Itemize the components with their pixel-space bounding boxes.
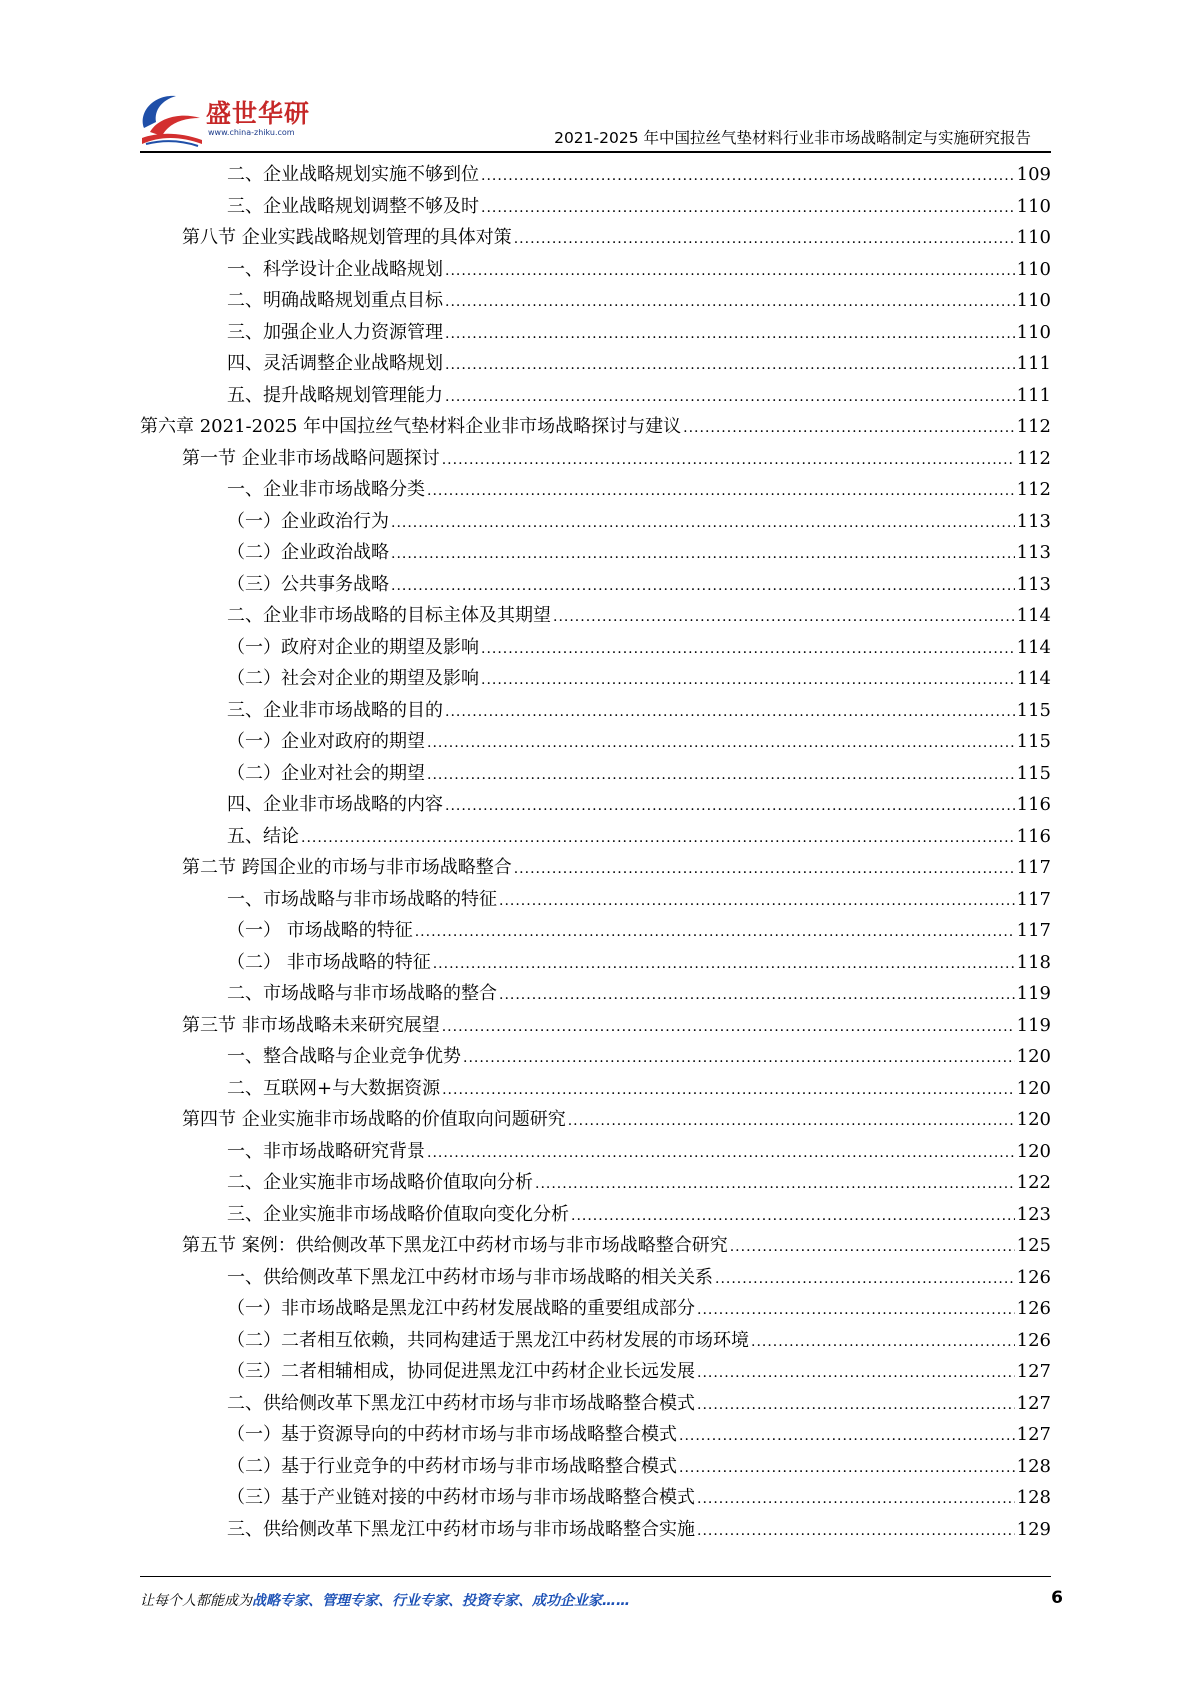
toc-entry-page: 120 (1016, 1140, 1051, 1162)
toc-entry-title: 一、企业非市场战略分类 (227, 479, 425, 500)
toc-leader-dots (427, 760, 1015, 792)
toc-entry-page: 120 (1016, 1109, 1051, 1130)
toc-leader-dots (683, 413, 1015, 445)
toc-entry-page: 113 (1016, 542, 1051, 563)
toc-leader-dots (301, 823, 1015, 855)
toc-entry[interactable] (140, 569, 1051, 601)
toc-leader-dots (697, 1484, 1015, 1516)
toc-entry-title: （二）企业对社会的期望 (227, 762, 425, 784)
toc-entry-page: 125 (1016, 1235, 1051, 1256)
toc-leader-dots (391, 539, 1015, 571)
toc-entry-page: 111 (1016, 353, 1051, 374)
toc-entry-page: 110 (1016, 227, 1051, 248)
toc-leader-dots (445, 791, 1015, 823)
footer-slogan-tail: 战略专家、管理专家、行业专家、投资专家、成功企业家…… (252, 1593, 630, 1609)
page-header (0, 0, 1191, 160)
toc-entry[interactable] (140, 758, 1051, 790)
toc-entry-title: （一）基于资源导向的中药材市场与非市场战略整合模式 (227, 1424, 677, 1445)
toc-entry-page: 117 (1016, 920, 1051, 941)
toc-entry-title: （一）政府对企业的期望及影响 (227, 636, 479, 658)
toc-entry-title: 二、明确战略规划重点目标 (227, 290, 443, 311)
toc-entry-title: 一、非市场战略研究背景 (227, 1140, 425, 1162)
toc-entry-page: 111 (1016, 384, 1051, 406)
toc-entry-page: 110 (1016, 258, 1051, 280)
toc-entry[interactable] (140, 380, 1051, 412)
toc-entry-page: 126 (1016, 1266, 1051, 1288)
toc-entry[interactable] (140, 411, 1051, 443)
toc-entry-page: 126 (1016, 1329, 1051, 1351)
toc-entry-page: 116 (1016, 794, 1051, 815)
toc-entry[interactable] (140, 789, 1051, 821)
footer-slogan (140, 1590, 1051, 1610)
toc-entry[interactable] (140, 632, 1051, 664)
toc-leader-dots (481, 634, 1015, 666)
toc-leader-dots (391, 571, 1015, 603)
toc-entry-title: 二、企业战略规划实施不够到位 (227, 164, 479, 185)
toc-entry-title: 四、企业非市场战略的内容 (227, 794, 443, 815)
toc-entry-page: 127 (1016, 1392, 1051, 1414)
toc-entry[interactable] (140, 1104, 1051, 1136)
page-number: 6 (1051, 1588, 1063, 1608)
toc-entry-title: （三）公共事务战略 (227, 573, 389, 595)
toc-entry[interactable] (140, 915, 1051, 947)
toc-entry-page: 126 (1016, 1298, 1051, 1319)
toc-leader-dots (415, 917, 1015, 949)
toc-entry[interactable] (140, 978, 1051, 1010)
toc-entry-page: 120 (1016, 1077, 1051, 1099)
toc-entry[interactable] (140, 317, 1051, 349)
brand-name: 盛世华研 (206, 99, 311, 128)
toc-entry-page: 128 (1016, 1455, 1051, 1477)
toc-leader-dots (391, 508, 1015, 540)
toc-entry-title: 三、企业非市场战略的目的 (227, 699, 443, 721)
toc-leader-dots (697, 1516, 1015, 1548)
toc-entry[interactable] (140, 1482, 1051, 1514)
toc-entry[interactable] (140, 537, 1051, 569)
toc-entry[interactable] (140, 474, 1051, 506)
toc-entry-page: 110 (1016, 290, 1051, 311)
toc-entry-title: （三）基于产业链对接的中药材市场与非市场战略整合模式 (227, 1487, 695, 1508)
toc-entry-title: 第八节 企业实践战略规划管理的具体对策 (182, 227, 512, 248)
toc-entry-page: 113 (1016, 573, 1051, 595)
toc-entry-title: 五、结论 (227, 825, 299, 847)
toc-entry-page: 128 (1016, 1487, 1051, 1508)
toc-entry-title: 三、企业战略规划调整不够及时 (227, 195, 479, 217)
toc-leader-dots (679, 1421, 1015, 1453)
toc-entry-title: （二）企业政治战略 (227, 542, 389, 563)
toc-entry[interactable] (140, 600, 1051, 632)
toc-leader-dots (499, 980, 1015, 1012)
toc-entry-title: （二）社会对企业的期望及影响 (227, 668, 479, 689)
toc-entry-page: 115 (1016, 731, 1051, 752)
toc-entry-page: 119 (1016, 1014, 1051, 1036)
toc-entry[interactable] (140, 348, 1051, 380)
toc-entry[interactable] (140, 821, 1051, 853)
toc-leader-dots (697, 1358, 1015, 1390)
toc-leader-dots (427, 1138, 1015, 1170)
toc-leader-dots (730, 1232, 1015, 1264)
toc-entry-page: 116 (1016, 825, 1051, 847)
toc-leader-dots (463, 1043, 1015, 1075)
toc-entry-page: 114 (1016, 636, 1051, 658)
toc-entry[interactable] (140, 726, 1051, 758)
toc-leader-dots (571, 1201, 1015, 1233)
toc-entry[interactable] (140, 1293, 1051, 1325)
toc-entry-page: 123 (1016, 1203, 1051, 1225)
toc-entry-page: 115 (1016, 762, 1051, 784)
toc-entry[interactable] (140, 663, 1051, 695)
toc-entry[interactable] (140, 947, 1051, 979)
brand-url: www.china-zhiku.com (208, 128, 295, 137)
toc-entry-page: 118 (1016, 951, 1051, 973)
toc-entry-title: 五、提升战略规划管理能力 (227, 384, 443, 406)
toc-entry-page: 112 (1016, 447, 1051, 469)
toc-entry-page: 110 (1016, 195, 1051, 217)
toc-leader-dots (445, 256, 1015, 288)
toc-entry-page: 117 (1016, 888, 1051, 910)
toc-entry-title: 一、科学设计企业战略规划 (227, 258, 443, 280)
toc-leader-dots (442, 1075, 1015, 1107)
toc-leader-dots (697, 1390, 1015, 1422)
toc-leader-dots (481, 193, 1015, 225)
toc-entry-page: 110 (1016, 321, 1051, 343)
toc-entry-title: （一）企业政治行为 (227, 510, 389, 532)
toc-entry[interactable] (140, 1388, 1051, 1420)
toc-entry-title: 一、整合战略与企业竞争优势 (227, 1046, 461, 1067)
toc-leader-dots (514, 224, 1015, 256)
toc-entry[interactable] (140, 191, 1051, 223)
toc-leader-dots (433, 949, 1015, 981)
toc-entry[interactable] (140, 1167, 1051, 1199)
toc-entry-page: 112 (1016, 479, 1051, 500)
toc-entry[interactable] (140, 443, 1051, 475)
toc-entry[interactable] (140, 1199, 1051, 1231)
toc-leader-dots (442, 1012, 1015, 1044)
table-of-contents (140, 159, 1051, 1545)
toc-entry[interactable] (140, 254, 1051, 286)
toc-entry-page: 115 (1016, 699, 1051, 721)
toc-entry-title: 第三节 非市场战略未来研究展望 (182, 1014, 440, 1036)
toc-leader-dots (697, 1295, 1015, 1327)
toc-entry[interactable] (140, 1262, 1051, 1294)
toc-entry-title: 四、灵活调整企业战略规划 (227, 353, 443, 374)
toc-entry[interactable] (140, 222, 1051, 254)
toc-entry[interactable] (140, 1419, 1051, 1451)
toc-entry-title: 二、供给侧改革下黑龙江中药材市场与非市场战略整合模式 (227, 1392, 695, 1414)
footer-divider (140, 1576, 1051, 1577)
toc-leader-dots (442, 445, 1015, 477)
toc-entry[interactable] (140, 1514, 1051, 1546)
toc-entry-title: 二、企业实施非市场战略价值取向分析 (227, 1172, 533, 1193)
toc-entry-title: 第四节 企业实施非市场战略的价值取向问题研究 (182, 1109, 566, 1130)
toc-entry[interactable] (140, 695, 1051, 727)
toc-entry[interactable] (140, 1451, 1051, 1483)
toc-entry-page: 113 (1016, 510, 1051, 532)
toc-leader-dots (751, 1327, 1015, 1359)
toc-entry[interactable] (140, 159, 1051, 191)
toc-entry[interactable] (140, 852, 1051, 884)
toc-entry-page: 114 (1016, 605, 1051, 626)
toc-entry-page: 127 (1016, 1424, 1051, 1445)
toc-entry-title: （二）二者相互依赖，共同构建适于黑龙江中药材发展的市场环境 (227, 1329, 749, 1351)
header-divider (140, 151, 1051, 153)
toc-leader-dots (445, 382, 1015, 414)
toc-entry-title: （三）二者相辅相成，协同促进黑龙江中药材企业长远发展 (227, 1361, 695, 1382)
toc-leader-dots (481, 161, 1015, 193)
toc-entry[interactable] (140, 884, 1051, 916)
toc-entry-title: （一）企业对政府的期望 (227, 731, 425, 752)
toc-leader-dots (445, 697, 1015, 729)
toc-entry[interactable] (140, 1356, 1051, 1388)
toc-leader-dots (499, 886, 1015, 918)
toc-entry-page: 127 (1016, 1361, 1051, 1382)
company-logo (136, 88, 326, 150)
toc-entry-title: （二） 非市场战略的特征 (227, 951, 431, 973)
toc-leader-dots (715, 1264, 1015, 1296)
toc-leader-dots (535, 1169, 1015, 1201)
toc-leader-dots (427, 728, 1015, 760)
toc-entry[interactable] (140, 1325, 1051, 1357)
logo-emblem-icon (136, 88, 206, 150)
toc-entry-title: 三、供给侧改革下黑龙江中药材市场与非市场战略整合实施 (227, 1518, 695, 1540)
toc-entry-title: 三、加强企业人力资源管理 (227, 321, 443, 343)
toc-entry-title: 三、企业实施非市场战略价值取向变化分析 (227, 1203, 569, 1225)
toc-entry-title: 二、互联网+与大数据资源 (227, 1077, 441, 1099)
toc-entry-page: 122 (1016, 1172, 1051, 1193)
toc-entry-title: （一） 市场战略的特征 (227, 920, 413, 941)
toc-entry-page: 114 (1016, 668, 1051, 689)
toc-leader-dots (445, 287, 1015, 319)
toc-entry-title: 第一节 企业非市场战略问题探讨 (182, 447, 440, 469)
toc-leader-dots (445, 350, 1015, 382)
toc-entry[interactable] (140, 1010, 1051, 1042)
toc-entry-title: 二、企业非市场战略的目标主体及其期望 (227, 605, 551, 626)
toc-entry-title: 一、供给侧改革下黑龙江中药材市场与非市场战略的相关关系 (227, 1266, 713, 1288)
toc-leader-dots (679, 1453, 1015, 1485)
toc-entry-title: 一、市场战略与非市场战略的特征 (227, 888, 497, 910)
toc-leader-dots (553, 602, 1015, 634)
toc-entry-page: 109 (1016, 164, 1051, 185)
toc-entry-page: 117 (1016, 857, 1051, 878)
toc-leader-dots (445, 319, 1015, 351)
report-title: 2021-2025 年中国拉丝气垫材料行业非市场战略制定与实施研究报告 (554, 129, 1031, 147)
toc-entry[interactable] (140, 1041, 1051, 1073)
toc-entry-title: 第五节 案例：供给侧改革下黑龙江中药材市场与非市场战略整合研究 (182, 1235, 728, 1256)
toc-entry[interactable] (140, 285, 1051, 317)
toc-entry-title: 第六章 2021-2025 年中国拉丝气垫材料企业非市场战略探讨与建议 (140, 416, 682, 437)
toc-entry[interactable] (140, 1073, 1051, 1105)
toc-entry-title: 第二节 跨国企业的市场与非市场战略整合 (182, 857, 512, 878)
toc-entry-page: 120 (1016, 1046, 1051, 1067)
toc-leader-dots (427, 476, 1015, 508)
toc-leader-dots (568, 1106, 1015, 1138)
toc-leader-dots (481, 665, 1015, 697)
footer-slogan-lead: 让每个人都能成为 (140, 1593, 252, 1609)
toc-entry-page: 112 (1016, 416, 1051, 437)
toc-entry-page: 129 (1016, 1518, 1051, 1540)
toc-entry-title: （一）非市场战略是黑龙江中药材发展战略的重要组成部分 (227, 1298, 695, 1319)
toc-entry-page: 119 (1016, 983, 1051, 1004)
toc-entry[interactable] (140, 1230, 1051, 1262)
toc-leader-dots (514, 854, 1015, 886)
toc-entry-title: （二）基于行业竞争的中药材市场与非市场战略整合模式 (227, 1455, 677, 1477)
toc-entry[interactable] (140, 1136, 1051, 1168)
toc-entry[interactable] (140, 506, 1051, 538)
toc-entry-title: 二、市场战略与非市场战略的整合 (227, 983, 497, 1004)
